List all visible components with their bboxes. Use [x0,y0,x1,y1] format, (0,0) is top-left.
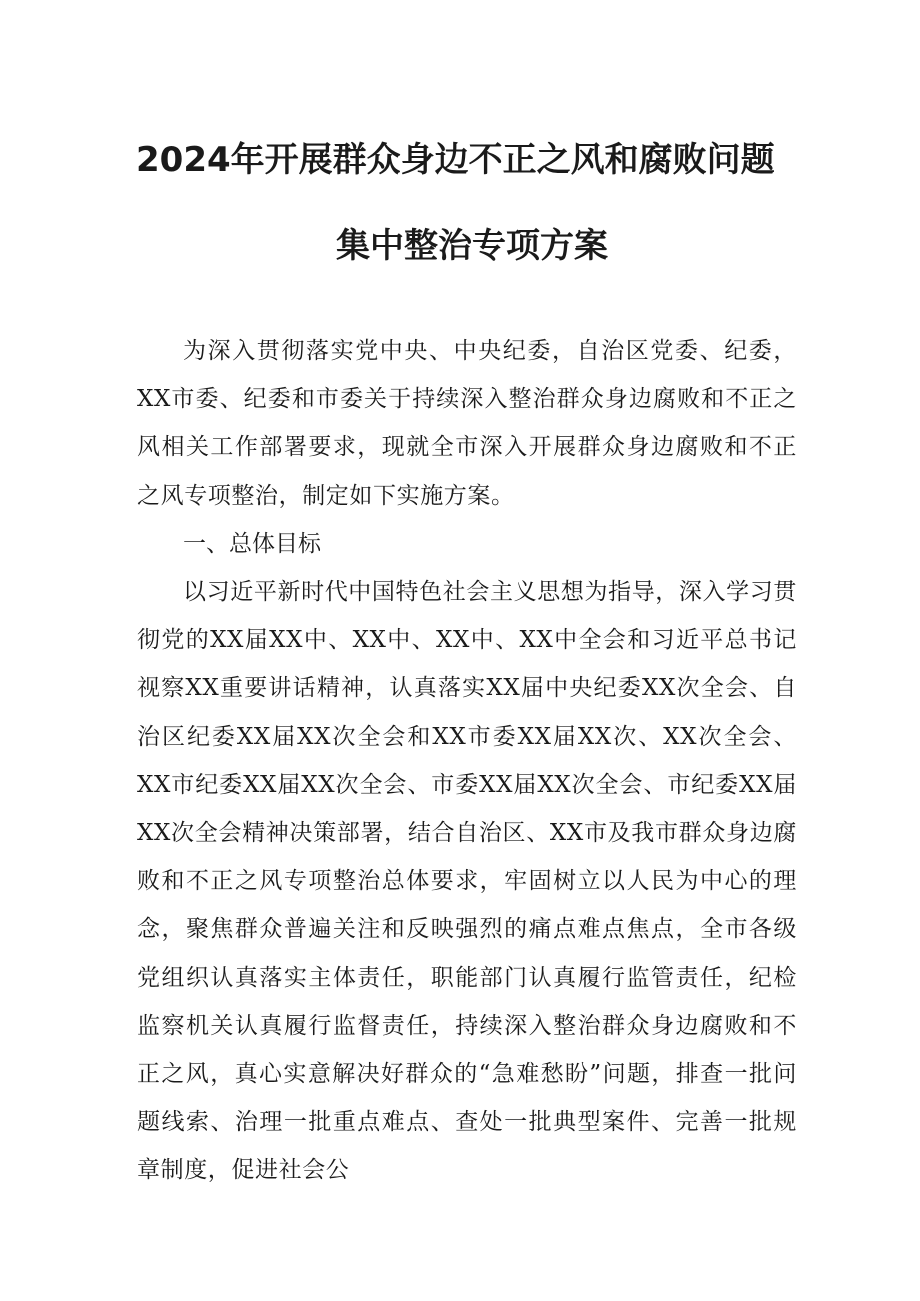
section-heading-overall-goal: 一、总体目标 [183,531,321,557]
document-title-line-1: 2024年开展群众身边不正之风和腐败问题 [136,140,775,180]
intro-paragraph: 为深入贯彻落实党中央、中央纪委，自治区党委、纪委，XX市委、纪委和市委关于持续深入整治群众身边腐败和不正之风相关工作部署要求，现就全市深入开展群众身边腐败和不正之风专项整治，制定如下实施方案。 [137,338,797,509]
document-title-line-2: 集中整治专项方案 [336,226,608,266]
goal-paragraph: 以习近平新时代中国特色社会主义思想为指导，深入学习贯彻党的XX届XX中、XX中、XX中、XX中全会和习近平总书记视察XX重要讲话精神，认真落实XX届中央纪委XX次全会、自治区纪委XX届XX次全会和XX市委XX届XX次、XX次全会、XX市纪委XX届XX次全会、市委XX届XX次全会、市纪委XX届XX次全会精神决策部署，结合自治区、XX市及我市群众身边腐败和不正之风专项整治总体要求，牢固树立以人民为中心的理念，聚焦群众普遍关注和反映强烈的痛点难点焦点，全市各级党组织认真落实主体责任，职能部门认真履行监管责任，纪检监察机关认真履行监督责任，持续深入整治群众身边腐败和不正之风，真心实意解决好群众的“急难愁盼”问题，排查一批问题线索、治理一批重点难点、查处一批典型案件、完善一批规章制度，促进社会公 [137,579,797,1184]
